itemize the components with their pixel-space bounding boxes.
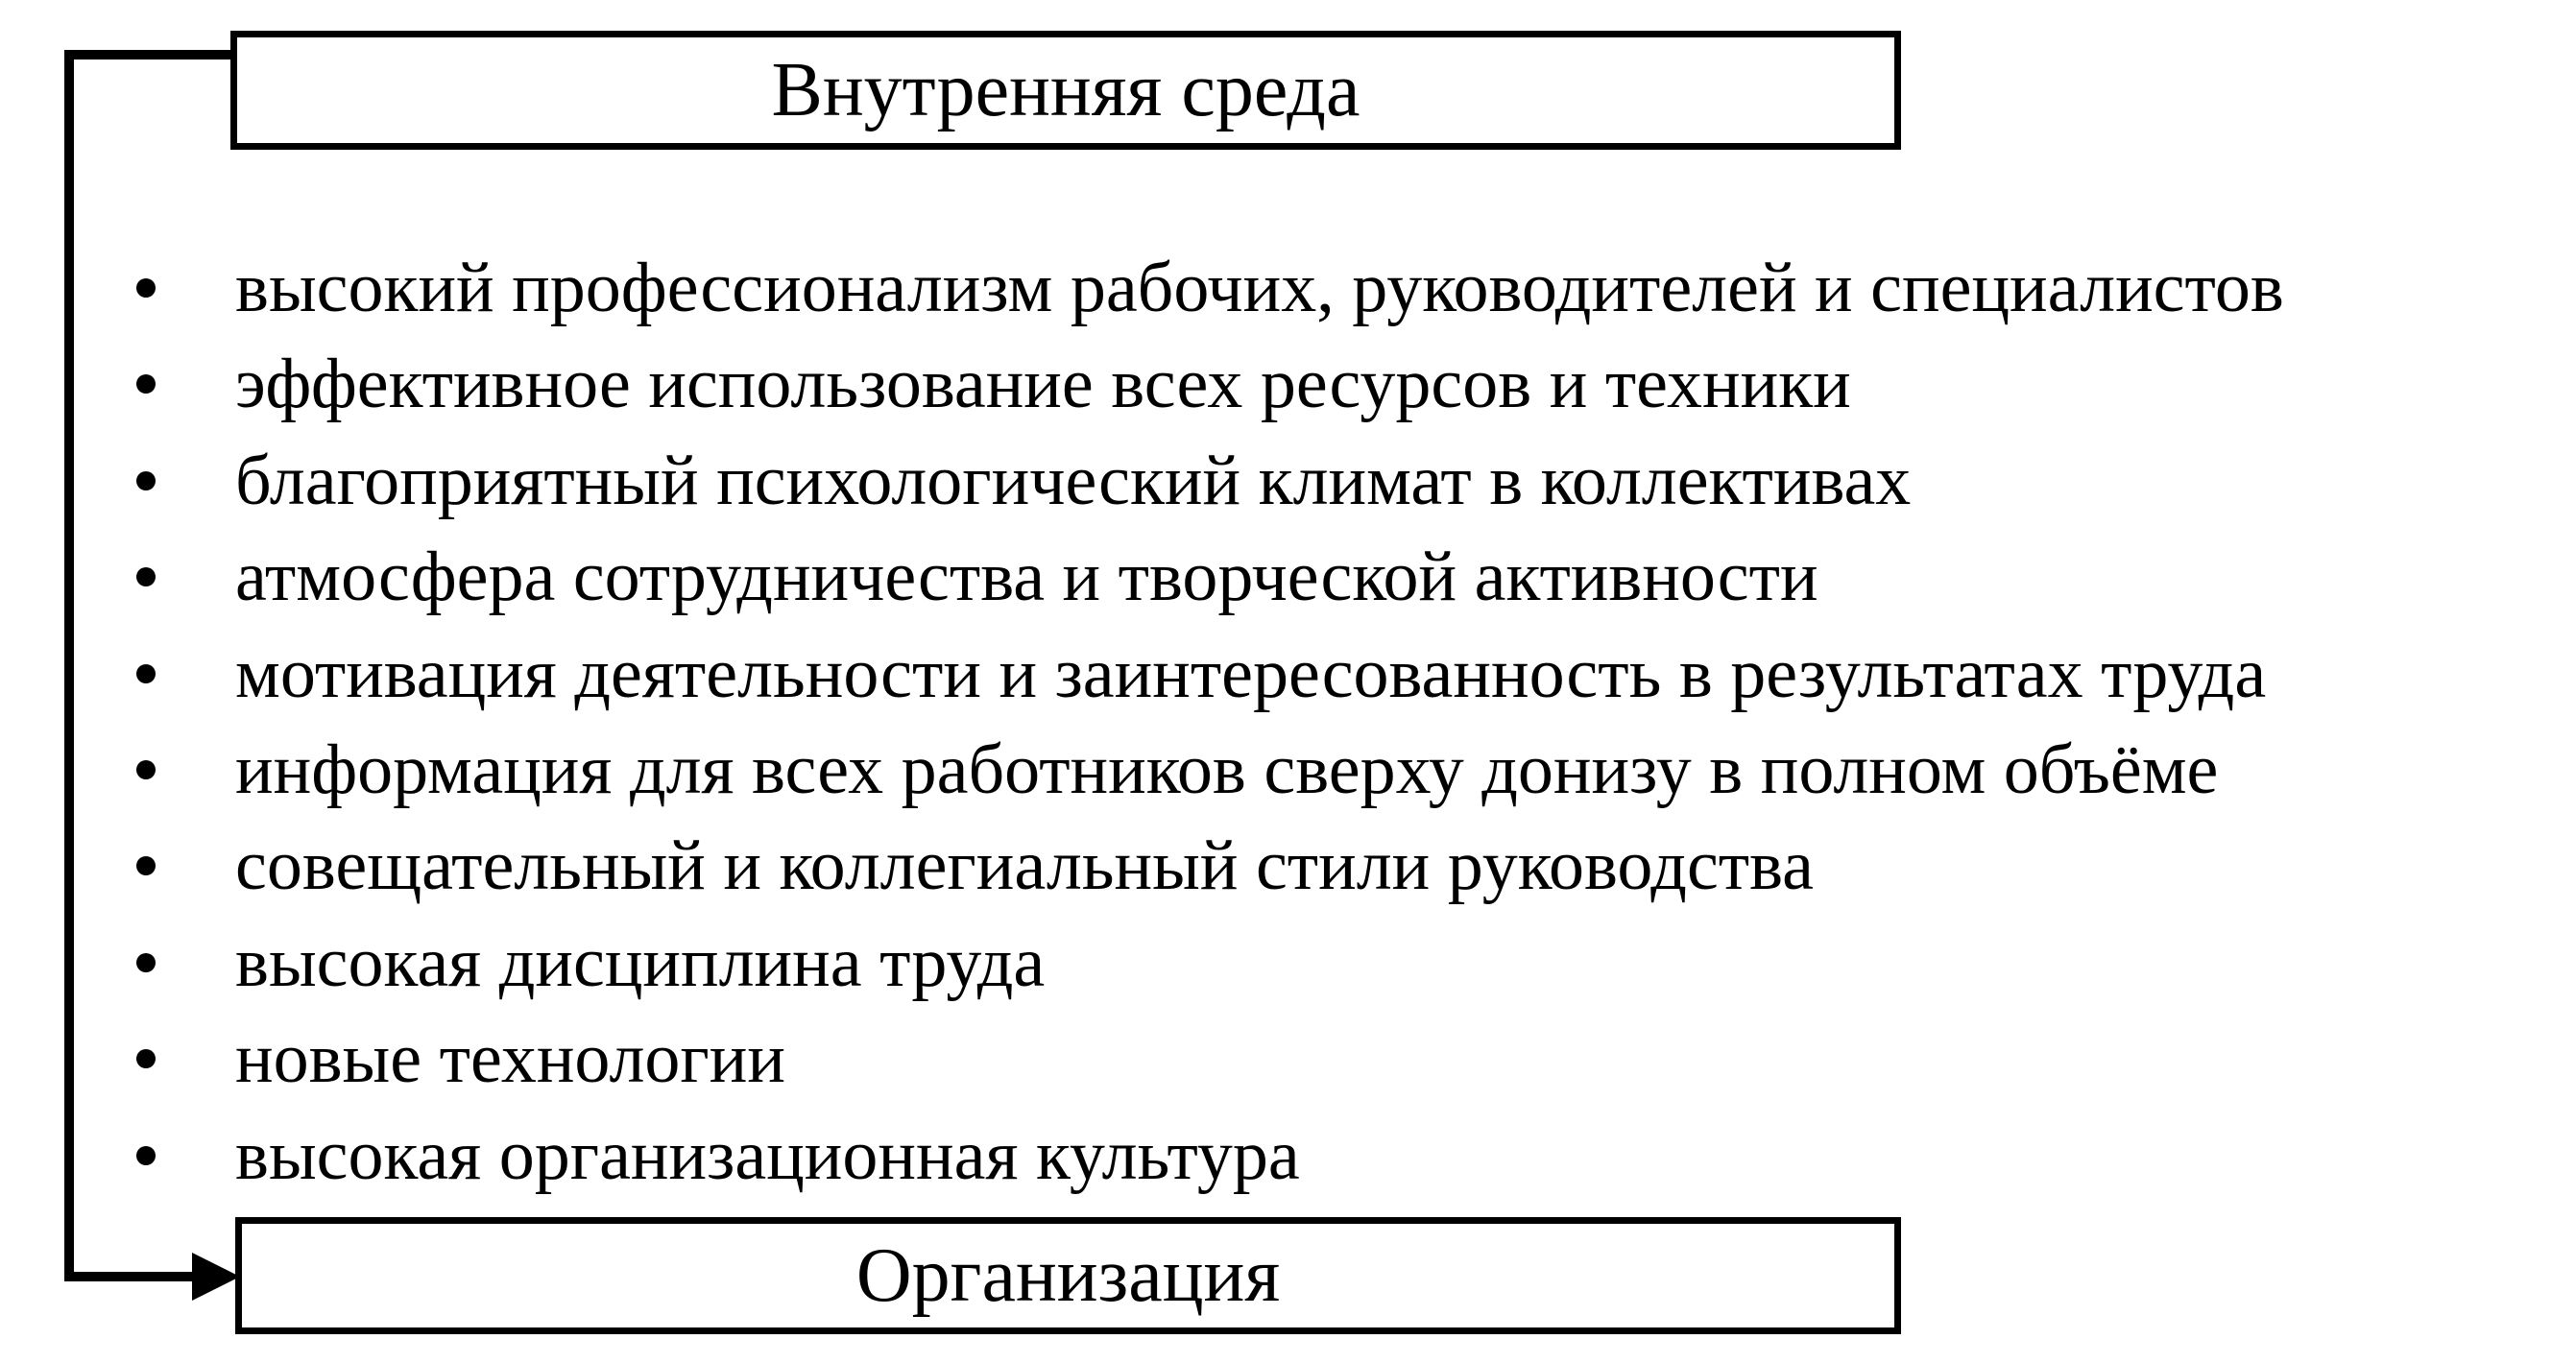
bullet-icon bbox=[136, 664, 156, 683]
factor-text: благоприятный психологический климат в коллективах bbox=[235, 441, 1912, 520]
factor-text: атмосфера сотрудничества и творческой активности bbox=[235, 538, 1818, 617]
internal-environment-label: Внутренняя среда bbox=[771, 48, 1360, 132]
arrowhead-icon bbox=[192, 1253, 240, 1301]
factor-text: информация для всех работников сверху донизу в полном объёме bbox=[235, 729, 2219, 809]
factor-text: новые технологии bbox=[235, 1019, 785, 1099]
bullet-icon bbox=[136, 953, 156, 972]
organization-box bbox=[235, 1217, 1901, 1334]
bullet-icon bbox=[136, 760, 156, 779]
factor-text: высокая дисциплина труда bbox=[235, 922, 1046, 1002]
organization-label: Организация bbox=[855, 1233, 1281, 1318]
factor-text: высокий профессионализм рабочих, руководителей и специалистов bbox=[235, 249, 2284, 327]
factor-text: эффективное использование всех ресурсов и техники bbox=[235, 345, 1851, 424]
factor-text: мотивация деятельности и заинтересованность в результатах труда bbox=[235, 634, 2267, 713]
factor-text: высокая организационная культура bbox=[235, 1115, 1300, 1195]
internal-environment-box bbox=[230, 31, 1901, 150]
bullet-icon bbox=[136, 1146, 156, 1165]
bullet-icon bbox=[136, 1049, 156, 1068]
bullet-icon bbox=[136, 471, 156, 490]
bullet-icon bbox=[136, 278, 156, 298]
factor-text: совещательный и коллегиальный стили руководства bbox=[235, 826, 1814, 906]
